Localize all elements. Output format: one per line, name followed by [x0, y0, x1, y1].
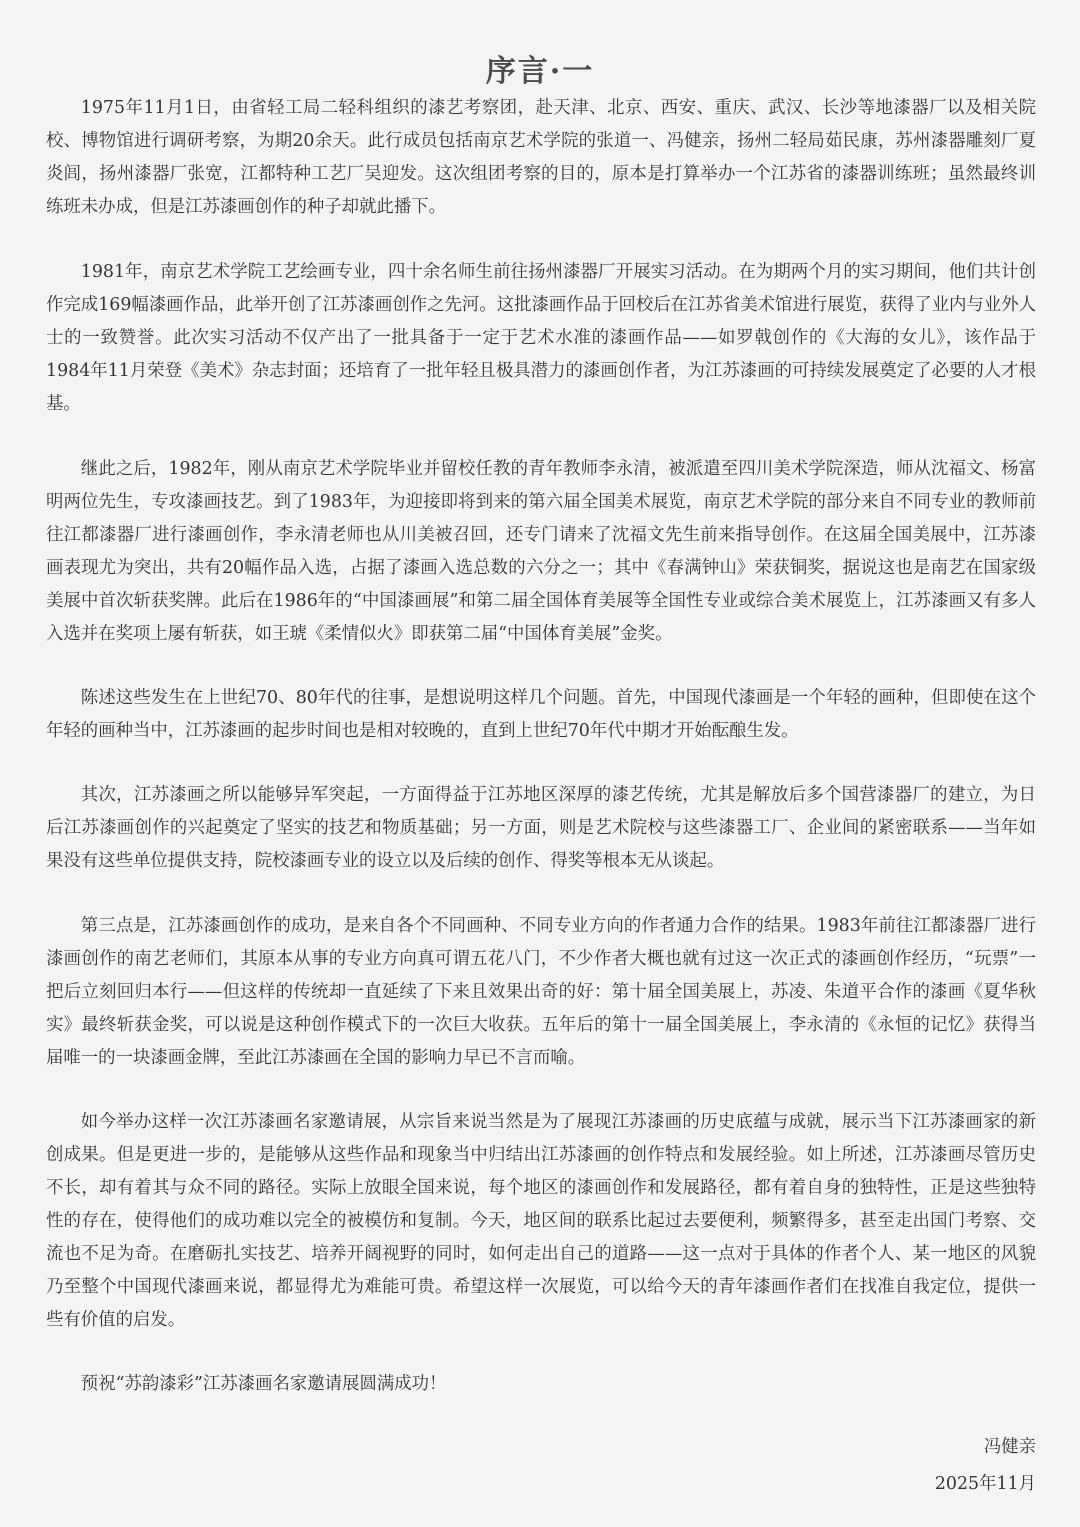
paragraph-3: 继此之后，1982年，刚从南京艺术学院毕业并留校任教的青年教师李永清，被派遣至四川美术学院深造，师从沈福文、杨富明两位先生，专攻漆画技艺。到了1983年，为迎接即将到来的第六届全国美术展览，南京艺术学院的部分来自不同专业的教师前往江都漆器厂进行漆画创作，李永清老师也从川美被召回，还专门请来了沈福文先生前来指导创作。在这届全国美展中，江苏漆画表现尤为突出，共有20幅作品入选，占据了漆画入选总数的六分之一；其中《春满钟山》荣获铜奖，据说这也是南艺在国家级美展中首次斩获奖牌。此后在1986年的“中国漆画展”和第二届全国体育美展等全国性专业或综合美术展览上，江苏漆画又有多人入选并在奖项上屡有斩获，如王琥《柔情似火》即获第二届“中国体育美展”金奖。: [46, 459, 1036, 644]
signature-date: 2025年11月: [934, 1474, 1036, 1494]
paragraph-6: 第三点是，江苏漆画创作的成功，是来自各个不同画种、不同专业方向的作者通力合作的结果。1983年前往江都漆器厂进行漆画创作的南艺老师们，其原本从事的专业方向真可谓五花八门，不少作者大概也就有过这一次正式的漆画创作经历，“玩票”一把后立刻回归本行——但这样的传统却一直延续了下来且效果出奇的好：第十届全国美展上，苏凌、朱道平合作的漆画《夏华秋实》最终斩获金奖，可以说是这种创作模式下的一次巨大收获。五年后的第十一届全国美展上，李永清的《永恒的记忆》获得当届唯一的一块漆画金牌，至此江苏漆画在全国的影响力早已不言而喻。: [46, 916, 1036, 1068]
paragraph-5: 其次，江苏漆画之所以能够异军突起，一方面得益于江苏地区深厚的漆艺传统，尤其是解放后多个国营漆器厂的建立，为日后江苏漆画创作的兴起奠定了坚实的技艺和物质基础；另一方面，则是艺术院校与这些漆器工厂、企业间的紧密联系——当年如果没有这些单位提供支持，院校漆画专业的设立以及后续的创作、得奖等根本无从谈起。: [46, 785, 1036, 871]
paragraph-7: 如今举办这样一次江苏漆画名家邀请展，从宗旨来说当然是为了展现江苏漆画的历史底蕴与成就，展示当下江苏漆画家的新创成果。但是更进一步的，是能够从这些作品和现象当中归结出江苏漆画的创作特点和发展经验。如上所述，江苏漆画尽管历史不长，却有着其与众不同的路径。实际上放眼全国来说，每个地区的漆画创作和发展路径，都有着自身的独特性，正是这些独特性的存在，使得他们的成功难以完全的被模仿和复制。今天，地区间的联系比起过去要便利，频繁得多，甚至走出国门考察、交流也不足为奇。在磨砺扎实技艺、培养开阔视野的同时，如何走出自己的道路——这一点对于具体的作者个人、某一地区的风貌乃至整个中国现代漆画来说，都显得尤为难能可贵。希望这样一次展览，可以给今天的青年漆画作者们在找准自我定位，提供一些有价值的启发。: [46, 1112, 1036, 1330]
closing-wish: 预祝“苏韵漆彩”江苏漆画名家邀请展圆满成功！: [80, 1374, 447, 1394]
page-title: 序言·一: [485, 54, 595, 90]
paragraph-1: 1975年11月1日，由省轻工局二轻科组织的漆艺考察团，赴天津、北京、西安、重庆、武汉、长沙等地漆器厂以及相关院校、博物馆进行调研考察，为期20余天。此行成员包括南京艺术学院的张道一、冯健亲，扬州二轻局茹民康，苏州漆器雕刻厂夏炎闾，扬州漆器厂张宽，江都特种工艺厂吴迎发。这次组团考察的目的，原本是打算举办一个江苏省的漆器训练班；虽然最终训练班未办成，但是江苏漆画创作的种子却就此播下。: [46, 98, 1036, 217]
paragraph-4: 陈述这些发生在上世纪70、80年代的往事，是想说明这样几个问题。首先，中国现代漆画是一个年轻的画种，但即使在这个年轻的画种当中，江苏漆画的起步时间也是相对较晚的，直到上世纪70年代中期才开始酝酿生发。: [46, 688, 1036, 741]
signature-author: 冯健亲: [983, 1437, 1036, 1457]
paragraph-2: 1981年，南京艺术学院工艺绘画专业，四十余名师生前往扬州漆器厂开展实习活动。在为期两个月的实习期间，他们共计创作完成169幅漆画作品，此举开创了江苏漆画创作之先河。这批漆画作品于回校后在江苏省美术馆进行展览，获得了业内与业外人士的一致赞誉。此次实习活动不仅产出了一批具备于一定于艺术水准的漆画作品——如罗戟创作的《大海的女儿》，该作品于1984年11月荣登《美术》杂志封面；还培育了一批年轻且极具潜力的漆画创作者，为江苏漆画的可持续发展奠定了必要的人才根基。: [46, 262, 1036, 414]
